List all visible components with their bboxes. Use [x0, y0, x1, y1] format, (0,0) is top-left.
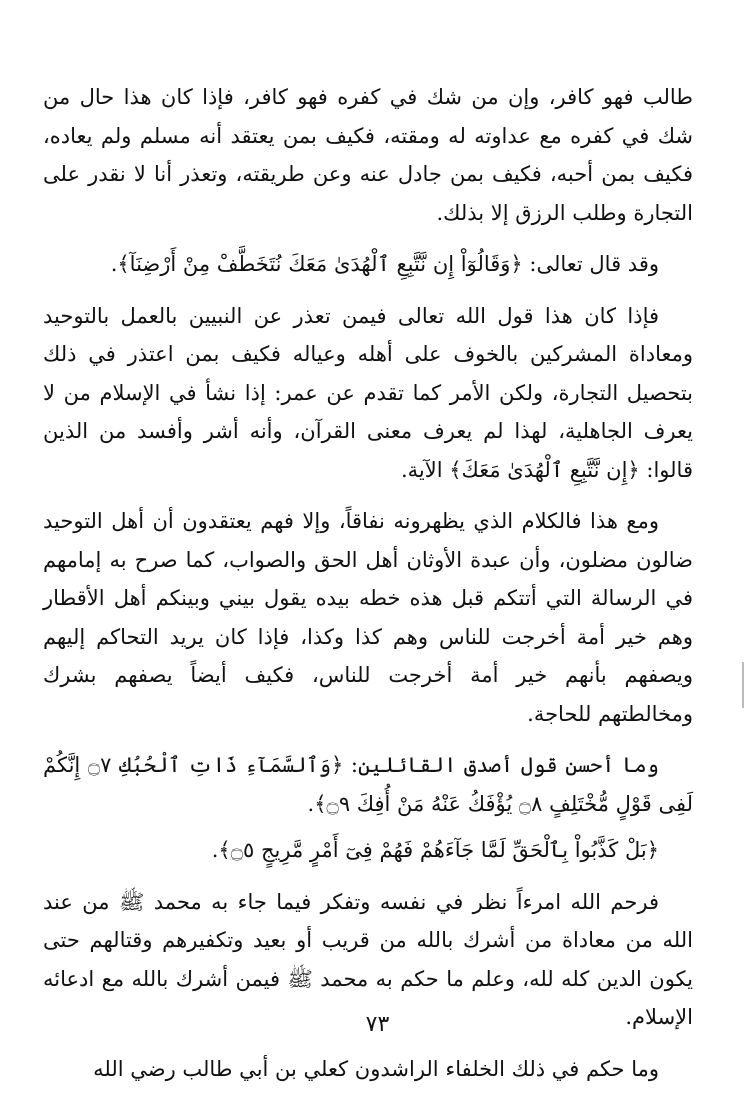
margin-mark: [742, 662, 744, 708]
paragraph-8: وما حكم في ذلك الخلفاء الراشدون كعلي بن أبي طالب رضي الله: [93, 1056, 659, 1081]
paragraph-1: طالب فهو كافر، وإن من شك في كفره فهو كافر، فإذا كان هذا حال من شك في كفره مع عداوته له ومقته، فكيف بمن يعتقد أنه مسلم ولم يعاده، فكيف بمن أحبه، فكيف بمن جادل عنه وعن طريقته، وتعذر أنا لا نقدر على التجارة وطلب الرزق إلا بذلك.: [43, 85, 693, 225]
paragraph-4: ومع هذا فالكلام الذي يظهرونه نفاقاً، وإلا فهم يعتقدون أن أهل التوحيد ضالون مضلون، وأن عبدة الأوثان أهل الحق والصواب، كما صرح به إمامهم في الرسالة التي أتتكم قبل هذه خطه بيده يقول بيني وبينكم أهل الأقطار وهم خير أمة أخرجت للناس وهم كذا وكذا، فإذا كان يريد التحاكم إليهم ويصفهم بأنهم خير أمة أخرجت للناس، فكيف أيضاً يصفهم بشرك ومخالطتهم للحاجة.: [43, 509, 693, 726]
paragraph-3: فإذا كان هذا قول الله تعالى فيمن تعذر عن النبيين بالعمل بالتوحيد ومعاداة المشركين بالخوف على أهله وعياله فكيف بمن اعتذر في ذلك بتحصيل التجارة، ولكن الأمر كما تقدم عن عمر: إذا نشأ في الإسلام من لا يعرف الجاهلية، لهذا لم يعرف معنى القرآن، وأنه أشر وأفسد من الذين قالوا: ﴿إِن نَّتَّبِعِ ٱلْهُدَىٰ مَعَكَ﴾ الآية.: [43, 303, 694, 482]
page-body: [43, 78, 693, 1101]
page-number: ٧٣: [365, 1012, 390, 1037]
paragraph-6-quran-verse: ﴿بَلْ كَذَّبُواْ بِٱلْحَقِّ لَمَّا جَآءَهُمْ فَهُمْ فِىٓ أَمْرٍ مَّرِيجٍ ۝٥﴾.: [211, 838, 659, 862]
paragraph-7: فرحم الله امرءاً نظر في نفسه وتفكر فيما جاء به محمد ﷺ من عند الله من معاداة من أشرك بالله من قريب أو بعيد وتكفيرهم وقتالهم حتى يكون الدين كله لله، وعلم ما حكم به محمد ﷺ فيمن أشرك بالله مع ادعائه الإسلام.: [43, 889, 693, 1029]
paragraph-5-quran-verse: وما أحسن قول أصدق القائلين: ﴿وَٱلسَّمَآءِ ذَاتِ ٱلْحُبُكِ ۝٧ إِنَّكُمْ لَفِى قَوْلٍ مُّخْتَلِفٍ ۝٨ يُؤْفَكُ عَنْهُ مَنْ أُفِكَ ۝٩﴾.: [43, 753, 693, 816]
paragraph-2-quran-verse: وقد قال تعالى: ﴿وَقَالُوٓاْ إِن نَّتَّبِعِ ٱلْهُدَىٰ مَعَكَ نُتَخَطَّفْ مِنْ أَرْضِنَآ﴾.: [110, 252, 659, 276]
